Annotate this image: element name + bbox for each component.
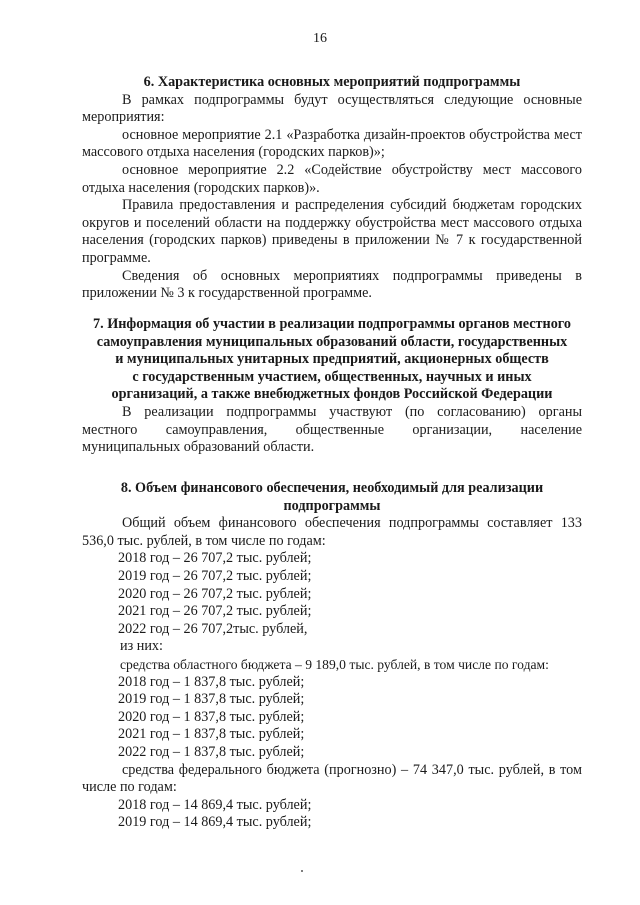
total-funding: Общий объем финансового обеспечения подпрограммы составляет 133 536,0 тыс. рублей, в том числе по годам: — [82, 515, 582, 549]
heading-line: 7. Информация об участии в реализации подпрограммы органов местного — [93, 316, 571, 332]
regional-year-line: 2018 год – 1 837,8 тыс. рублей; — [118, 673, 305, 690]
total-year-line: 2020 год – 26 707,2 тыс. рублей; — [118, 585, 312, 602]
total-year-line: 2022 год – 26 707,2тыс. рублей, — [118, 620, 308, 637]
heading-line: и муниципальных унитарных предприятий, акционерных обществ — [115, 351, 549, 368]
section-8-heading — [82, 480, 582, 515]
regional-year-line: 2020 год – 1 837,8 тыс. рублей; — [118, 708, 305, 725]
total-year-line: 2019 год – 26 707,2 тыс. рублей; — [118, 567, 312, 584]
section-7-heading — [82, 316, 582, 404]
section-6-item-2: основное мероприятие 2.2 «Содействие обустройству мест массового отдыха населения (городских парков)». — [82, 161, 582, 196]
of-them-label: из них: — [120, 638, 163, 655]
heading-line: самоуправления муниципальных образований области, государственных — [96, 333, 568, 350]
section-6-rules: Правила предоставления и распределения субсидий бюджетам городских округов и поселений области на поддержку обустройства мест массового отдыха населения (городских парков) приведены в приложении № 7 к государственной программе. — [82, 197, 582, 266]
regional-year-line: 2021 год – 1 837,8 тыс. рублей; — [118, 726, 305, 743]
section-7-text: В реализации подпрограммы участвуют (по согласованию) органы местного самоуправления, общественные организации, население муниципальных образований области. — [82, 403, 582, 456]
heading-line: с государственным участием, общественных, научных и иных — [132, 368, 532, 385]
heading-line: 8. Объем финансового обеспечения, необходимый для реализации — [120, 480, 544, 496]
section-8 — [82, 480, 582, 832]
federal-year-line: 2018 год – 14 869,4 тыс. рублей; — [118, 796, 312, 813]
scan-speck — [301, 870, 303, 872]
section-6-item-1: основное мероприятие 2.1 «Разработка дизайн-проектов обустройства мест массового отдыха населения (городских парков)»; — [82, 126, 582, 161]
total-year-line: 2018 год – 26 707,2 тыс. рублей; — [118, 550, 312, 567]
section-6-intro: В рамках подпрограммы будут осуществляться следующие основные мероприятия: — [82, 91, 582, 126]
section-7 — [82, 316, 582, 457]
federal-year-line: 2019 год – 14 869,4 тыс. рублей; — [118, 814, 312, 831]
heading-line: подпрограммы — [283, 497, 381, 514]
heading-line: организаций, а также внебюджетных фондов Российской Федерации — [111, 386, 553, 403]
section-6 — [82, 74, 582, 303]
federal-funding: средства федерального бюджета (прогнозно) – 74 347,0 тыс. рублей, в том числе по годам: — [82, 761, 582, 796]
section-6-heading: 6. Характеристика основных мероприятий подпрограммы — [143, 74, 521, 90]
regional-year-line: 2022 год – 1 837,8 тыс. рублей; — [118, 743, 305, 760]
total-year-line: 2021 год – 26 707,2 тыс. рублей; — [118, 603, 312, 620]
page-number: 16 — [313, 31, 327, 46]
regional-year-line: 2019 год – 1 837,8 тыс. рублей; — [118, 691, 305, 708]
section-6-info: Сведения об основных мероприятиях подпрограммы приведены в приложении № 3 к государственной программе. — [82, 267, 582, 302]
regional-funding: средства областного бюджета – 9 189,0 тыс. рублей, в том числе по годам: — [120, 656, 549, 672]
